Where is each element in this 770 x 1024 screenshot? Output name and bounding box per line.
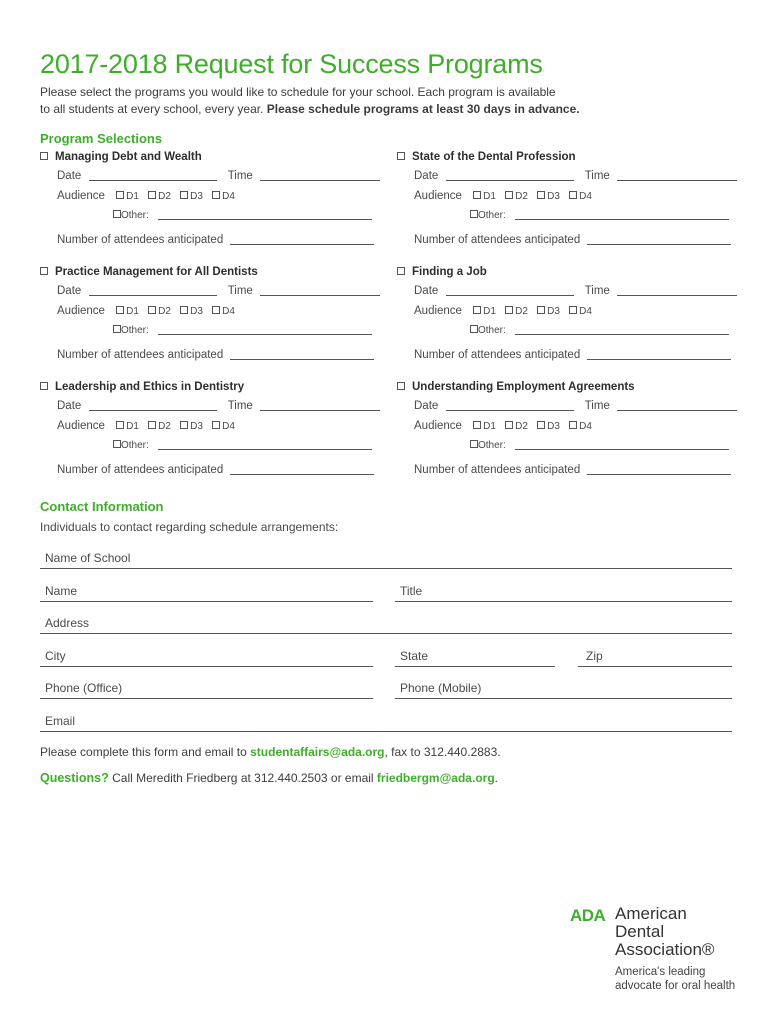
attendees-input[interactable] (587, 465, 731, 475)
questions-label: Questions? (40, 771, 109, 785)
audience-d2-checkbox[interactable] (505, 306, 513, 314)
contact-subheading: Individuals to contact regarding schedule arrangements: (40, 520, 339, 534)
audience-d1-label: D1 (126, 306, 139, 317)
student-affairs-email-link[interactable]: studentaffairs@ada.org (250, 745, 385, 759)
audience-d2-label: D2 (515, 191, 528, 202)
audience-d3-option[interactable] (537, 306, 560, 317)
program-block (397, 381, 737, 481)
audience-d3-option[interactable] (537, 191, 560, 202)
submission-prefix: Please complete this form and email to (40, 745, 251, 759)
audience-label: Audience (57, 305, 105, 317)
audience-d3-checkbox[interactable] (180, 421, 188, 429)
audience-d2-checkbox[interactable] (148, 191, 156, 199)
date-input[interactable] (89, 171, 217, 181)
audience-d3-checkbox[interactable] (180, 306, 188, 314)
audience-d2-checkbox[interactable] (148, 306, 156, 314)
time-label: Time (227, 170, 253, 182)
program-name: Understanding Employment Agreements (412, 381, 635, 393)
city-field[interactable] (40, 649, 373, 667)
other-checkbox[interactable] (470, 325, 478, 333)
attendees-input[interactable] (230, 465, 374, 475)
attendees-input[interactable] (230, 350, 374, 360)
audience-d3-option[interactable] (180, 306, 203, 317)
audience-d3-label: D3 (547, 421, 560, 432)
audience-d3-option[interactable] (537, 421, 560, 432)
audience-row (414, 190, 598, 202)
audience-d4-option[interactable] (569, 191, 592, 202)
email-field[interactable] (40, 714, 732, 732)
audience-d2-label: D2 (515, 421, 528, 432)
program-title (40, 266, 258, 278)
date-label: Date (57, 285, 82, 297)
other-input[interactable] (515, 440, 729, 450)
program-title (40, 381, 244, 393)
email-label: Email (45, 714, 76, 728)
audience-d4-option[interactable] (569, 421, 592, 432)
audience-d3-checkbox[interactable] (537, 191, 545, 199)
date-time-row (414, 285, 737, 297)
audience-d3-checkbox[interactable] (537, 421, 545, 429)
audience-d1-label: D1 (483, 191, 496, 202)
audience-d1-option[interactable] (473, 306, 496, 317)
other-checkbox[interactable] (113, 440, 121, 448)
time-input[interactable] (617, 401, 737, 411)
attendees-label: Number of attendees anticipated (57, 234, 224, 246)
audience-d2-checkbox[interactable] (148, 421, 156, 429)
other-checkbox[interactable] (113, 210, 121, 218)
audience-d1-label: D1 (483, 306, 496, 317)
date-time-row (57, 170, 380, 182)
audience-d4-checkbox[interactable] (569, 191, 577, 199)
attendees-label: Number of attendees anticipated (414, 464, 581, 476)
program-checkbox[interactable] (40, 152, 48, 160)
ada-logo-line-2: Dental (615, 922, 665, 941)
audience-d3-label: D3 (547, 306, 560, 317)
address-field[interactable] (40, 616, 732, 634)
audience-d2-option[interactable] (148, 421, 171, 432)
questions-text: Call Meredith Friedberg at 312.440.2503 or email (108, 771, 377, 785)
other-row (113, 439, 372, 451)
audience-d2-label: D2 (158, 306, 171, 317)
ada-logo-name (615, 905, 735, 959)
audience-d4-checkbox[interactable] (212, 306, 220, 314)
contact-information-heading: Contact Information (40, 499, 164, 514)
date-input[interactable] (89, 401, 217, 411)
audience-d2-checkbox[interactable] (505, 421, 513, 429)
other-row (470, 439, 729, 451)
audience-d1-label: D1 (126, 421, 139, 432)
audience-d3-checkbox[interactable] (180, 191, 188, 199)
program-checkbox[interactable] (397, 152, 405, 160)
program-checkbox[interactable] (40, 267, 48, 275)
attendees-row (414, 464, 731, 476)
program-checkbox[interactable] (397, 382, 405, 390)
phone-office-field[interactable] (40, 681, 373, 699)
program-block (397, 151, 737, 251)
attendees-input[interactable] (587, 235, 731, 245)
other-checkbox[interactable] (113, 325, 121, 333)
audience-row (57, 305, 241, 317)
ada-tagline-line-1: America's leading (615, 966, 706, 978)
audience-label: Audience (57, 190, 105, 202)
audience-label: Audience (57, 420, 105, 432)
time-input[interactable] (260, 286, 380, 296)
other-label: Other: (121, 325, 149, 336)
program-checkbox[interactable] (40, 382, 48, 390)
zip-field[interactable] (578, 649, 732, 667)
audience-d3-checkbox[interactable] (537, 306, 545, 314)
audience-d3-label: D3 (190, 421, 203, 432)
audience-d2-checkbox[interactable] (505, 191, 513, 199)
program-title (397, 266, 487, 278)
other-label: Other: (121, 210, 149, 221)
audience-label: Audience (414, 305, 462, 317)
contact-name-field[interactable] (40, 584, 373, 602)
audience-d4-option[interactable] (212, 306, 235, 317)
other-label: Other: (478, 210, 506, 221)
audience-d4-label: D4 (579, 421, 592, 432)
date-input[interactable] (446, 401, 574, 411)
program-name: State of the Dental Profession (412, 151, 576, 163)
zip-label: Zip (586, 649, 603, 663)
audience-d1-option[interactable] (473, 191, 496, 202)
audience-row (414, 305, 598, 317)
state-field[interactable] (395, 649, 555, 667)
audience-d3-label: D3 (190, 306, 203, 317)
program-name: Leadership and Ethics in Dentistry (55, 381, 245, 393)
school-name-label: Name of School (45, 551, 131, 565)
ada-tagline (615, 965, 740, 993)
time-label: Time (584, 170, 610, 182)
ada-logo-line-3: Association® (615, 940, 715, 959)
attendees-label: Number of attendees anticipated (57, 464, 224, 476)
time-label: Time (227, 285, 253, 297)
friedberg-email-link[interactable]: friedbergm@ada.org (376, 771, 495, 785)
audience-d4-checkbox[interactable] (569, 306, 577, 314)
audience-d2-option[interactable] (505, 421, 528, 432)
audience-d4-label: D4 (222, 306, 235, 317)
date-label: Date (414, 170, 439, 182)
contact-title-label: Title (400, 584, 423, 598)
submission-suffix: , fax to 312.440.2883. (384, 745, 501, 759)
other-label: Other: (478, 325, 506, 336)
audience-d1-label: D1 (126, 191, 139, 202)
attendees-row (57, 234, 374, 246)
program-selections-heading: Program Selections (40, 131, 163, 146)
audience-d1-checkbox[interactable] (116, 306, 124, 314)
audience-d1-option[interactable] (116, 191, 139, 202)
state-label: State (400, 649, 429, 663)
attendees-input[interactable] (230, 235, 374, 245)
audience-label: Audience (414, 190, 462, 202)
intro-line-1: Please select the programs you would like to schedule for your school. Each program is available (40, 85, 556, 99)
audience-d1-checkbox[interactable] (473, 191, 481, 199)
date-label: Date (57, 170, 82, 182)
date-time-row (414, 170, 737, 182)
audience-d2-label: D2 (515, 306, 528, 317)
audience-d3-label: D3 (547, 191, 560, 202)
submission-instructions (40, 745, 501, 759)
audience-d1-label: D1 (483, 421, 496, 432)
intro-text (40, 84, 600, 118)
audience-d2-option[interactable] (148, 191, 171, 202)
audience-d1-option[interactable] (116, 421, 139, 432)
attendees-label: Number of attendees anticipated (57, 349, 224, 361)
audience-d2-label: D2 (158, 191, 171, 202)
ada-logo (570, 905, 740, 995)
questions-line (40, 771, 498, 785)
contact-title-field[interactable] (395, 584, 732, 602)
program-block (397, 266, 737, 366)
program-title (40, 151, 202, 163)
program-name: Practice Management for All Dentists (55, 266, 258, 278)
audience-d4-checkbox[interactable] (212, 421, 220, 429)
program-checkbox[interactable] (397, 267, 405, 275)
program-title (397, 151, 576, 163)
date-label: Date (414, 400, 439, 412)
intro-deadline-note: Please schedule programs at least 30 days in advance. (266, 102, 580, 116)
time-input[interactable] (617, 286, 737, 296)
attendees-label: Number of attendees anticipated (414, 234, 581, 246)
audience-d4-label: D4 (579, 306, 592, 317)
other-input[interactable] (158, 210, 372, 220)
audience-d4-label: D4 (222, 421, 235, 432)
time-label: Time (227, 400, 253, 412)
time-label: Time (584, 400, 610, 412)
time-input[interactable] (260, 401, 380, 411)
date-time-row (57, 400, 380, 412)
date-input[interactable] (89, 286, 217, 296)
audience-d2-label: D2 (158, 421, 171, 432)
time-input[interactable] (260, 171, 380, 181)
city-label: City (45, 649, 66, 663)
program-block (40, 266, 380, 366)
audience-d1-checkbox[interactable] (473, 421, 481, 429)
other-input[interactable] (158, 440, 372, 450)
time-input[interactable] (617, 171, 737, 181)
other-input[interactable] (515, 325, 729, 335)
attendees-row (414, 349, 731, 361)
audience-d4-checkbox[interactable] (212, 191, 220, 199)
other-checkbox[interactable] (470, 210, 478, 218)
ada-logo-abbr: ADA (570, 906, 606, 925)
date-time-row (414, 400, 737, 412)
phone-mobile-label: Phone (Mobile) (400, 681, 482, 695)
date-label: Date (57, 400, 82, 412)
program-block (40, 381, 380, 481)
attendees-row (57, 349, 374, 361)
other-row (470, 209, 729, 221)
audience-row (57, 190, 241, 202)
page-title: 2017-2018 Request for Success Programs (40, 49, 543, 79)
attendees-label: Number of attendees anticipated (414, 349, 581, 361)
attendees-row (414, 234, 731, 246)
audience-d4-label: D4 (579, 191, 592, 202)
audience-d2-option[interactable] (505, 306, 528, 317)
other-row (470, 324, 729, 336)
audience-d1-option[interactable] (473, 421, 496, 432)
questions-end: . (494, 771, 498, 785)
program-title (397, 381, 635, 393)
audience-d1-checkbox[interactable] (116, 421, 124, 429)
date-time-row (57, 285, 380, 297)
ada-tagline-line-2: advocate for oral health (615, 980, 736, 992)
audience-d3-option[interactable] (180, 191, 203, 202)
intro-line-2 (40, 101, 600, 118)
attendees-input[interactable] (587, 350, 731, 360)
audience-d1-option[interactable] (116, 306, 139, 317)
audience-d3-label: D3 (190, 191, 203, 202)
address-label: Address (45, 616, 90, 630)
ada-logo-line-1: American (615, 904, 687, 923)
audience-row (57, 420, 241, 432)
audience-d4-checkbox[interactable] (569, 421, 577, 429)
date-label: Date (414, 285, 439, 297)
other-row (113, 209, 372, 221)
phone-mobile-field[interactable] (395, 681, 732, 699)
audience-d2-option[interactable] (505, 191, 528, 202)
other-label: Other: (121, 440, 149, 451)
program-name: Managing Debt and Wealth (55, 151, 202, 163)
time-label: Time (584, 285, 610, 297)
audience-d4-option[interactable] (569, 306, 592, 317)
audience-d4-option[interactable] (212, 191, 235, 202)
school-name-field[interactable] (40, 551, 732, 569)
contact-name-label: Name (45, 584, 78, 598)
audience-d4-option[interactable] (212, 421, 235, 432)
other-checkbox[interactable] (470, 440, 478, 448)
attendees-row (57, 464, 374, 476)
other-input[interactable] (515, 210, 729, 220)
other-input[interactable] (158, 325, 372, 335)
audience-row (414, 420, 598, 432)
intro-line-2-plain: to all students at every school, every year. (40, 102, 267, 116)
audience-d1-checkbox[interactable] (473, 306, 481, 314)
audience-d1-checkbox[interactable] (116, 191, 124, 199)
audience-d2-option[interactable] (148, 306, 171, 317)
other-label: Other: (478, 440, 506, 451)
date-input[interactable] (446, 286, 574, 296)
program-name: Finding a Job (412, 266, 487, 278)
program-block (40, 151, 380, 251)
audience-d3-option[interactable] (180, 421, 203, 432)
phone-office-label: Phone (Office) (45, 681, 123, 695)
date-input[interactable] (446, 171, 574, 181)
audience-label: Audience (414, 420, 462, 432)
other-row (113, 324, 372, 336)
audience-d4-label: D4 (222, 191, 235, 202)
